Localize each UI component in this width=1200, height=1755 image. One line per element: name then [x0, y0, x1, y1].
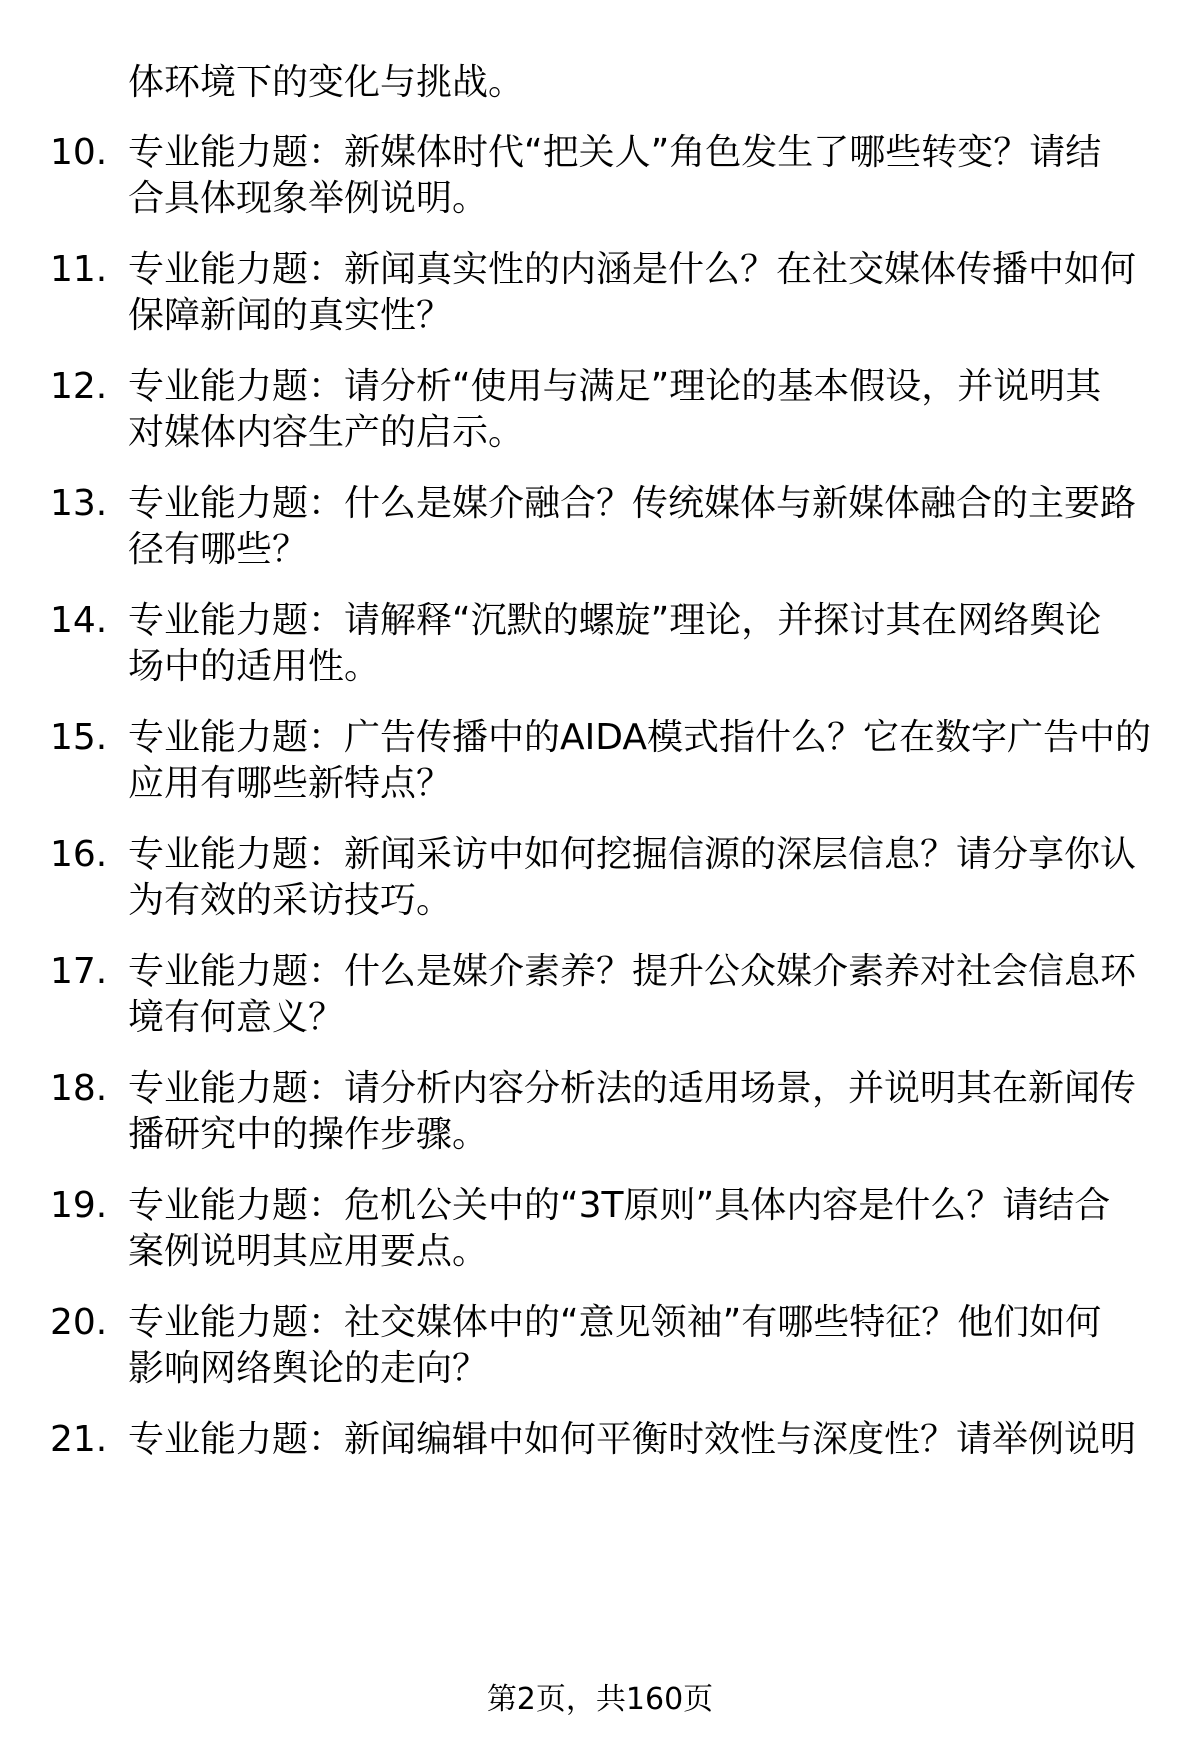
question-text-line: 影响网络舆论的走向？ [128, 1348, 489, 1389]
question-text-line: 专业能力题：新闻真实性的内涵是什么？在社交媒体传播中如何 [128, 249, 1137, 290]
question-text-line: 专业能力题：什么是媒介融合？传统媒体与新媒体融合的主要路 [128, 483, 1137, 524]
question-text-line: 应用有哪些新特点？ [128, 763, 453, 804]
question-text-line: 对媒体内容生产的启示。 [128, 412, 525, 453]
page-number-footer: 第2页，共160页 [486, 1682, 714, 1717]
question-text-line: 专业能力题：新媒体时代“把关人”角色发生了哪些转变？请结 [128, 132, 1102, 173]
question-text-line: 专业能力题：请分析内容分析法的适用场景，并说明其在新闻传 [128, 1068, 1137, 1109]
question-text-line: 径有哪些？ [128, 529, 309, 570]
question-number: 18. [50, 1068, 108, 1109]
question-number: 17. [50, 951, 108, 992]
question-number: 14. [50, 600, 108, 641]
question-number: 12. [50, 366, 108, 407]
question-number: 11. [50, 249, 108, 290]
question-text-line: 保障新闻的真实性？ [128, 295, 453, 336]
question-text-line: 合具体现象举例说明。 [128, 178, 489, 219]
question-number: 20. [50, 1302, 108, 1343]
question-number: 19. [50, 1185, 108, 1226]
question-number: 13. [50, 483, 108, 524]
question-text-line: 专业能力题：广告传播中的AIDA模式指什么？它在数字广告中的 [128, 717, 1151, 758]
question-text-line: 专业能力题：危机公关中的“3T原则”具体内容是什么？请结合 [128, 1185, 1111, 1226]
question-text-line: 播研究中的操作步骤。 [128, 1114, 489, 1155]
question-text-line: 专业能力题：什么是媒介素养？提升公众媒介素养对社会信息环 [128, 951, 1137, 992]
question-text-line: 案例说明其应用要点。 [128, 1231, 489, 1272]
question-text-line: 专业能力题：新闻编辑中如何平衡时效性与深度性？请举例说明 [128, 1419, 1137, 1460]
continued-question-text: 体环境下的变化与挑战。 [128, 62, 525, 103]
question-text-line: 专业能力题：请分析“使用与满足”理论的基本假设，并说明其 [128, 366, 1102, 407]
question-text-line: 专业能力题：社交媒体中的“意见领袖”有哪些特征？他们如何 [128, 1302, 1102, 1343]
question-number: 21. [50, 1419, 108, 1460]
question-text-line: 场中的适用性。 [128, 646, 381, 687]
question-text-line: 境有何意义？ [128, 997, 345, 1038]
question-number: 15. [50, 717, 108, 758]
question-number: 10. [50, 132, 108, 173]
question-text-line: 专业能力题：新闻采访中如何挖掘信源的深层信息？请分享你认 [128, 834, 1137, 875]
question-text-line: 为有效的采访技巧。 [128, 880, 453, 921]
question-text-line: 专业能力题：请解释“沉默的螺旋”理论，并探讨其在网络舆论 [128, 600, 1102, 641]
question-number: 16. [50, 834, 108, 875]
